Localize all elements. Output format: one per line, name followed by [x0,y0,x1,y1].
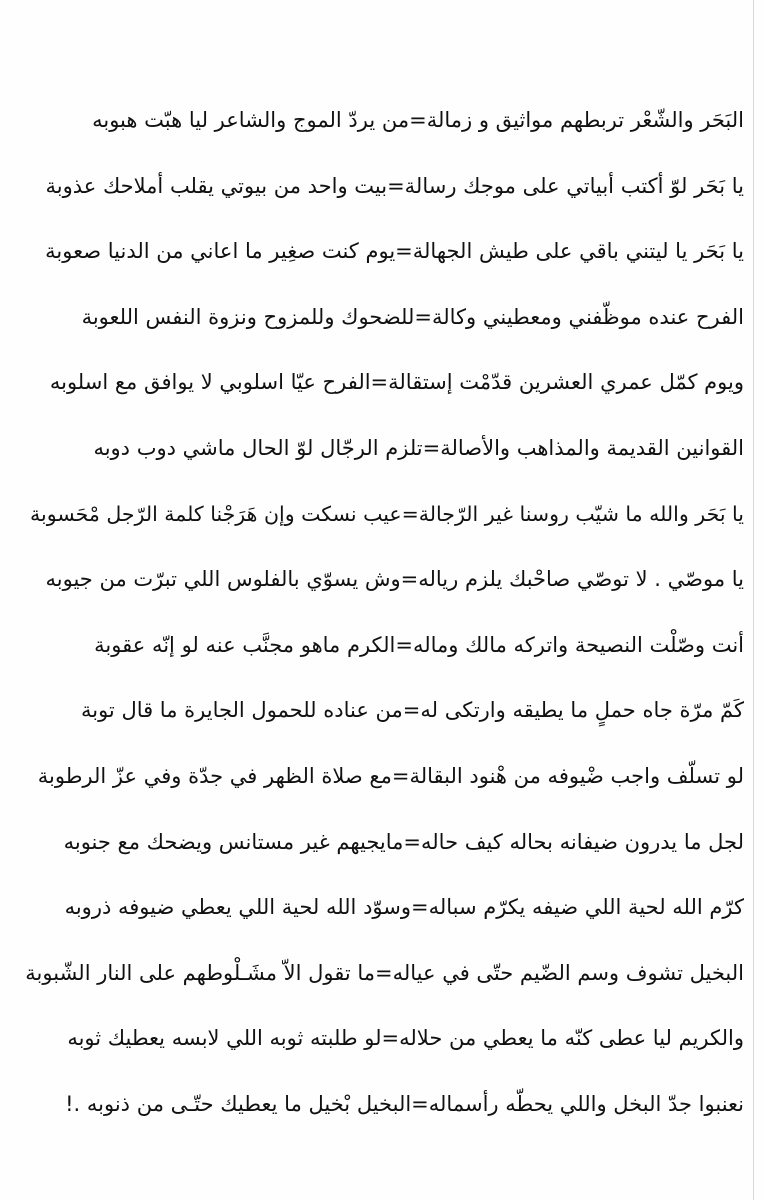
poem-verse-10: كَمّ مرّة جاه حملٍ ما يطيقه وارتكى له=من عناده للحمول الجايرة ما قال توبة [80,698,744,723]
poem-text [14,96,744,1146]
poem-verse-11: لو تسلّف واجب ضْيوفه من هْنود البقالة=مع صلاة الظهر في جدّة وفي عزّ الرطوبة [37,763,744,788]
poem-verse-16: نعنبوا جدّ البخل واللي يحطّه رأسماله=البخيل بْخيل ما يعطيك حتّـى من ذنوبه .! [65,1091,744,1116]
poem-verse-15: والكريم ليا عطى كنّه ما يعطي من حلاله=لو طلبته ثوبه اللي لابسه يعطيك ثوبه [67,1026,744,1051]
poem-verse-8: يا موصّي . لا توصّي صاحْبك يلزم رياله=وش يسوّي بالفلوس اللي تبرّت من جيوبه [45,567,744,592]
poem-verse-9: أنت وصّلْت النصيحة واتركه مالك وماله=الكرم ماهو مجنَّب عنه لو إنّه عقوبة [94,632,744,657]
poem-verse-14: البخيل تشوف وسم الضّيم حتّى في عياله=ما تقول الاّ مشَـلْوطهم على النار الشّبوبة [25,960,744,985]
poem-verse-1: البَحَر والشّعْر تربطهم مواثيق و زمالة=من يردّ الموج والشاعر ليا هبّت هبوبه [92,108,744,132]
poem-verse-3: يا بَحَر يا ليتني باقي على طيش الجهالة=يوم كنت صغِير ما اعاني من الدنيا صعوبة [45,239,744,264]
poem-verse-5: ويوم كمّل عمري العشرين قدّمْت إستقالة=الفرح عيّا اسلوبي لا يوافق مع اسلوبه [49,370,744,395]
poem-verse-2: يا بَحَر لوّ أكتب أبياتي على موجك رسالة=بيت واحد من بيوتي يقلب أملاحك عذوبة [45,173,744,198]
poem-verse-13: كرّم الله لحية اللي ضيفه يكرّم سباله=وسوّد الله لحية اللي يعطي ضيوفه ذروبه [64,895,744,920]
poem-verse-4: الفرح عنده موظّفني ومعطيني وكالة=للضحوك وللمزوح ونزوة النفس اللعوبة [81,304,744,329]
poem-verse-6: القوانين القديمة والمذاهب والأصالة=تلزم الرجّال لوّ الحال ماشي دوب دوبه [93,435,744,460]
poem-verse-12: لجل ما يدرون ضيفانه بحاله كيف حاله=مايجيهم غير مستانس ويضحك مع جنوبه [63,829,744,854]
poem-verse-7: يا بَحَر والله ما شيّب روسنا غير الرّجالة=عيب نسكت وإن هَرَجْنا كلمة الرّجل مْحَسوبة [30,501,744,526]
page-edge-divider [753,0,754,1200]
